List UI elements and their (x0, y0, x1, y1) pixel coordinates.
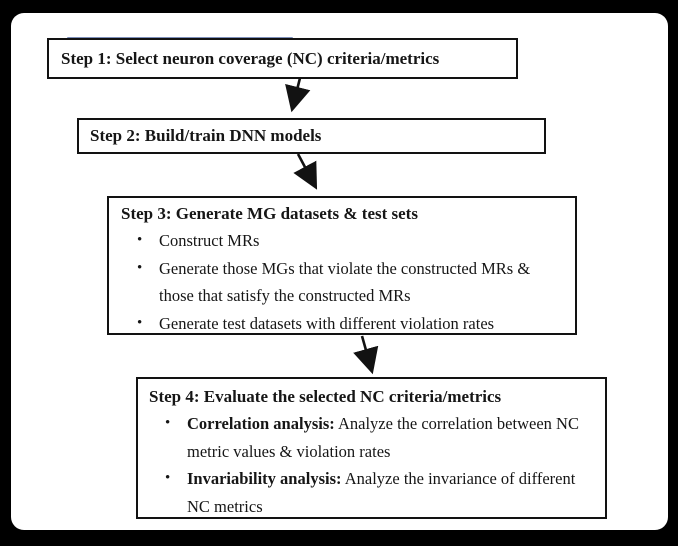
step-4-bullet-2-text (187, 465, 579, 520)
step-2-box (77, 118, 546, 154)
step-1-box (47, 38, 518, 79)
step-2-title: Step 2: Build/train DNN models (90, 126, 322, 145)
step-4-bullet-2 (149, 465, 599, 520)
step-4-bullet-2-body: Analyze the invariance of different NC metrics (187, 469, 576, 516)
bullet-icon: • (165, 415, 171, 431)
step-4-bullet-1-text (187, 410, 579, 465)
step-4-bullet-2-lead: Invariability analysis: (187, 469, 342, 488)
bullet-icon: • (137, 314, 143, 331)
step-3-box (107, 196, 577, 335)
step-3-title: Step 3: Generate MG datasets & test sets (121, 204, 418, 223)
step-3-bullet-3 (121, 310, 569, 338)
bullet-icon: • (165, 470, 171, 486)
step-3-bullet-3-text: Generate test datasets with different violation rates (159, 313, 495, 333)
step-3-bullet-2 (121, 255, 569, 310)
bullet-icon: • (137, 232, 143, 248)
step-4-bullet-1-lead: Correlation analysis: (187, 414, 335, 433)
step-3-bullet-1-text: Construct MRs (159, 231, 260, 250)
step-4-bullet-1-body: Analyze the correlation between NC metric values & violation rates (187, 414, 579, 461)
step-4-title: Step 4: Evaluate the selected NC criteria/metrics (149, 387, 502, 406)
step-3-bullet-1 (121, 227, 569, 255)
step-4-bullet-1 (149, 410, 599, 465)
bullet-icon: • (137, 259, 143, 276)
step-4-box (136, 377, 607, 519)
step-3-bullet-2-text: Generate those MGs that violate the constructed MRs & those that satisfy the constructed MRs (159, 258, 531, 305)
step-1-title: Step 1: Select neuron coverage (NC) criteria/metrics (61, 48, 440, 68)
